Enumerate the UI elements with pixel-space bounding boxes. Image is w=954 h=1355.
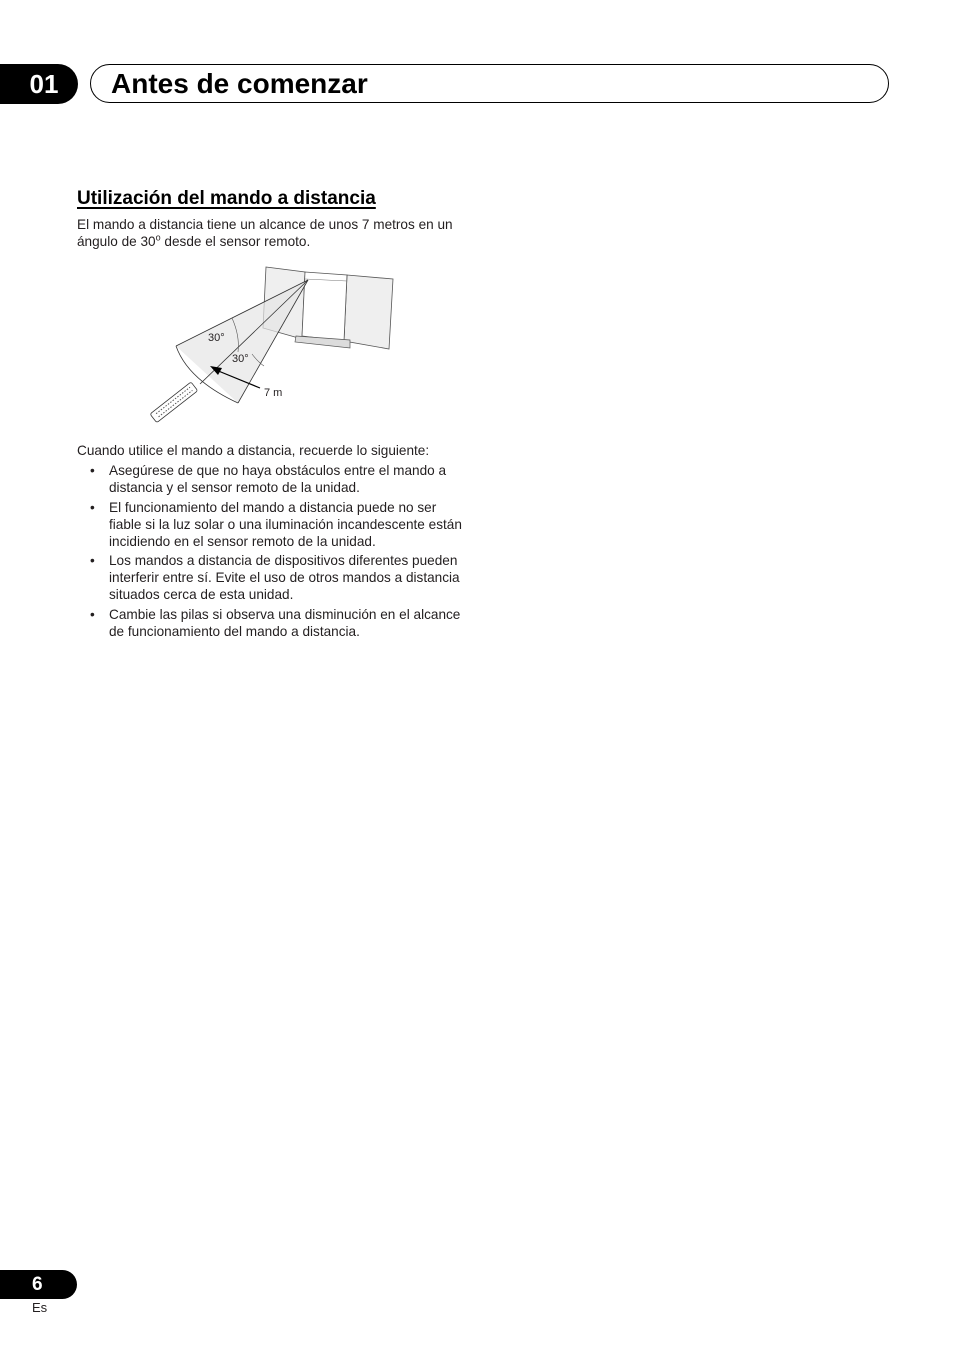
bullet: •	[90, 606, 95, 622]
remote-control	[150, 382, 198, 423]
chapter-title-frame	[90, 64, 889, 103]
page-number: 6	[32, 1274, 43, 1295]
list-item	[77, 606, 469, 640]
remote-range-diagram	[140, 262, 400, 430]
bullet: •	[90, 463, 95, 478]
main-unit-body	[302, 272, 347, 341]
list-item-text: Los mandos a distancia de dispositivos diferentes pueden interferir entre sí. Evite el uso de otros mandos a distancia situados cerca de esta unidad.	[109, 553, 460, 602]
notes-lead: Cuando utilice el mando a distancia, recuerde lo siguiente:	[77, 443, 430, 458]
remote-body	[150, 382, 198, 423]
page-number-badge	[0, 1270, 77, 1299]
chapter-number: 01	[29, 69, 59, 99]
intro-text-end: desde el sensor remoto.	[160, 234, 311, 249]
distance-label: 7 m	[264, 387, 283, 399]
intro-text: El mando a distancia tiene un alcance de unos 7 metros en un ángulo de 30	[77, 217, 453, 249]
list-item	[77, 552, 469, 603]
intro-paragraph	[77, 216, 469, 250]
list-item-text: El funcionamiento del mando a distancia puede no ser fiable si la luz solar o una iluminación incandescente están incidiendo en el sensor remoto de la unidad.	[109, 499, 462, 549]
right-speaker-panel	[344, 275, 393, 349]
degree-superscript: o	[155, 232, 161, 243]
list-item	[77, 499, 469, 550]
section-heading: Utilización del mando a distancia	[77, 188, 376, 209]
chapter-title: Antes de comenzar	[111, 68, 368, 99]
list-item-text: Asegúrese de que no haya obstáculos entre el mando a distancia y el sensor remoto de la unidad.	[109, 463, 447, 495]
angle-label-outer: 30°	[208, 332, 225, 344]
angle-label-inner: 30°	[232, 353, 249, 365]
chapter-number-badge	[0, 64, 78, 104]
signal-cone-fill	[176, 280, 308, 403]
list-item-text: Cambie las pilas si observa una disminución en el alcance de funcionamiento del mando a distancia.	[109, 606, 461, 639]
bullet: •	[90, 553, 95, 568]
bullet: •	[90, 499, 95, 515]
notes-list	[77, 462, 469, 642]
language-code: Es	[32, 1300, 48, 1315]
list-item	[77, 462, 469, 496]
